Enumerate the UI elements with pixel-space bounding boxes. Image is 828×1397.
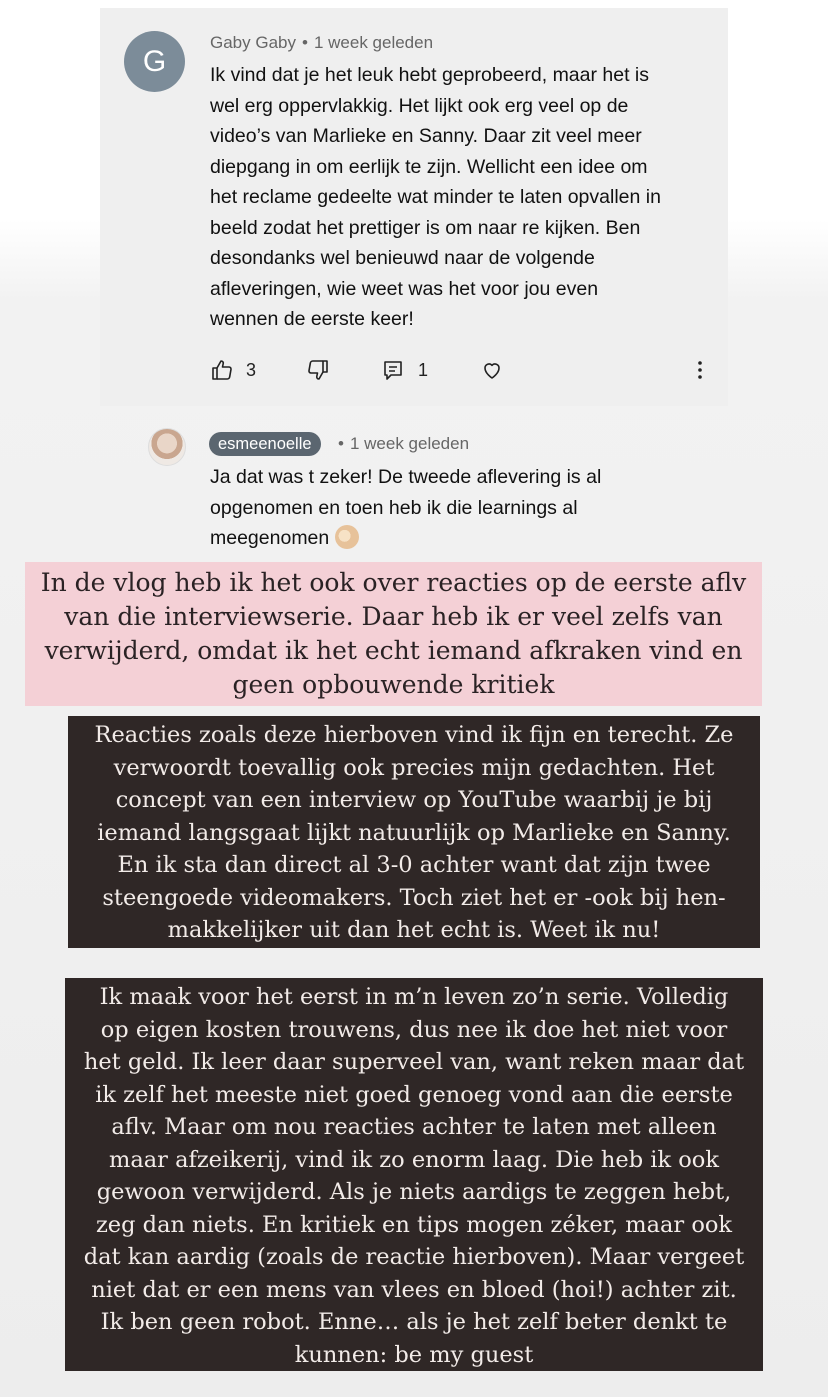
reply-meta xyxy=(338,434,469,454)
comment-meta xyxy=(210,33,433,53)
heart-button[interactable] xyxy=(480,356,504,384)
reply-text-body: Ja dat was t zeker! De tweede aflevering is al opgenomen en toen heb ik die learnings al meegenomen xyxy=(210,466,602,549)
thumbs-down-icon xyxy=(306,358,330,382)
reply-button[interactable] xyxy=(382,356,428,384)
comment-text: Ik vind dat je het leuk hebt geprobeerd, maar het is wel erg oppervlakkig. Het lijkt ook erg veel op de video’s van Marlieke en Sanny. Daar zit veel meer diepgang in om eerlijk te zijn. Wellicht een idee om het reclame gedeelte wat minder te laten opvallen in beeld zodat het prettiger is om naar re kijken. Ben desondanks wel benieuwd naar de volgende afleveringen, wie weet was het voor jou even wennen de eerste keer! xyxy=(210,64,661,330)
like-button[interactable] xyxy=(210,356,256,384)
thumbs-up-icon xyxy=(210,358,234,382)
reply-icon xyxy=(382,358,406,382)
story-caption-dark-1: Reacties zoals deze hierboven vind ik fijn en terecht. Ze verwoordt toevallig ook precies mijn gedachten. Het concept van een interview op YouTube waarbij je bij iemand langsgaat lijkt natuurlijk op Marlieke en Sanny. En ik sta dan direct al 3-0 achter want dat zijn twee steengoede videomakers. Toch ziet het er -ook bij hen- makkelijker uit dan het echt is. Weet ik nu! xyxy=(68,716,760,948)
reply-text xyxy=(210,462,601,554)
more-options-button[interactable] xyxy=(688,356,712,384)
like-count: 3 xyxy=(246,359,257,380)
reply-count: 1 xyxy=(418,359,429,380)
heart-icon xyxy=(480,358,504,382)
meta-separator: • xyxy=(338,434,344,453)
comment-time: 1 week geleden xyxy=(313,33,434,52)
ok-hand-emoji xyxy=(335,525,359,549)
reply-time: 1 week geleden xyxy=(349,434,470,453)
story-caption-pink: In de vlog heb ik het ook over reacties op de eerste aflv van die interviewserie. Daar heb ik er veel zelfs van verwijderd, omdat ik het echt iemand afkraken vind en geen opbouwende kritiek xyxy=(25,562,762,706)
reply-avatar[interactable] xyxy=(148,428,186,466)
meta-separator: • xyxy=(302,33,308,52)
more-vertical-icon xyxy=(688,358,712,382)
reply-author-chip[interactable]: esmeenoelle xyxy=(209,432,321,456)
dislike-button[interactable] xyxy=(306,356,330,384)
story-caption-dark-2: Ik maak voor het eerst in m’n leven zo’n serie. Volledig op eigen kosten trouwens, dus nee ik doe het niet voor het geld. Ik leer daar superveel van, want reken maar dat ik zelf het meeste niet goed genoeg vond aan die eerste aflv. Maar om nou reacties achter te laten met alleen maar afzeikerij, vind ik zo enorm laag. Die heb ik ook gewoon verwijderd. Als je niets aardigs te zeggen hebt, zeg dan niets. En kritiek en tips mogen zéker, maar ook dat kan aardig (zoals de reactie hierboven). Maar vergeet niet dat er een mens van vlees en bloed (hoi!) achter zit. Ik ben geen robot. Enne… als je het zelf beter denkt te kunnen: be my guest xyxy=(65,978,763,1371)
comment-author[interactable]: Gaby Gaby xyxy=(210,33,296,52)
avatar[interactable]: G xyxy=(124,31,185,92)
